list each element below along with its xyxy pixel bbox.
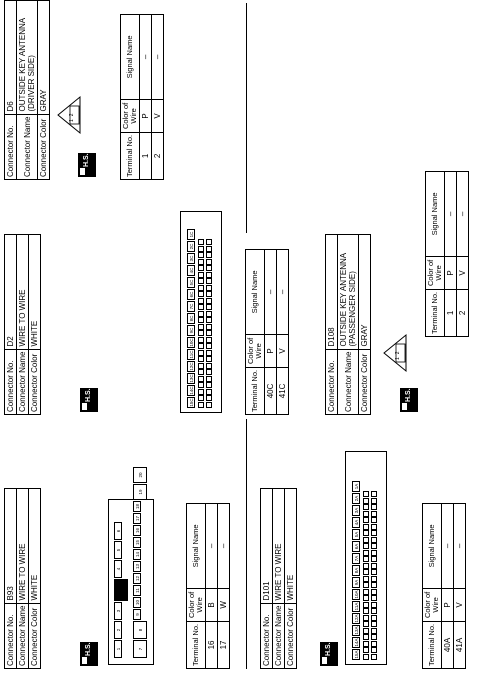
connector-pin-cell bbox=[363, 537, 369, 543]
table-row: 40C P – bbox=[265, 249, 277, 414]
connector-d6-terminal-table: Terminal No. Color of Wire Signal Name 1 P – 2 V – bbox=[120, 14, 164, 180]
connector-pin-cell bbox=[371, 576, 377, 582]
connector-pin-cell bbox=[371, 635, 377, 641]
connector-pin-cell bbox=[206, 376, 212, 382]
connector-pin-cell bbox=[371, 615, 377, 621]
connector-pin-cell bbox=[363, 635, 369, 641]
connector-pin-cell bbox=[198, 363, 204, 369]
connector-pin-cell bbox=[363, 505, 369, 511]
connector-b93-lock bbox=[114, 579, 128, 601]
divider bbox=[246, 3, 247, 233]
connector-pin-cell bbox=[363, 641, 369, 647]
connector-b93-color: WHITE bbox=[29, 488, 41, 603]
connector-pin-cell bbox=[198, 389, 204, 395]
table-row: 1 P – bbox=[445, 171, 457, 336]
connector-pin-cell bbox=[371, 641, 377, 647]
connector-pin-cell bbox=[363, 531, 369, 537]
connector-pin-cell bbox=[371, 498, 377, 504]
connector-pin-cell bbox=[206, 246, 212, 252]
connector-pin-cell bbox=[363, 492, 369, 498]
connector-pin-cell bbox=[198, 311, 204, 317]
table-row: 2 V – bbox=[457, 171, 469, 336]
connector-pin-cell bbox=[363, 628, 369, 634]
connector-b93-no: B93 bbox=[5, 488, 17, 603]
connector-pin-cell bbox=[198, 331, 204, 337]
connector-pin-cell bbox=[198, 324, 204, 330]
connector-d108-terminal-table: Terminal No. Color of Wire Signal Name 1 P – 2 V – bbox=[425, 171, 469, 337]
connector-pin-cell bbox=[198, 344, 204, 350]
hs-icon: H.S. bbox=[320, 642, 338, 666]
connector-pin-cell bbox=[206, 389, 212, 395]
connector-pin-cell bbox=[198, 337, 204, 343]
connector-pin-cell bbox=[206, 363, 212, 369]
connector-d2-info: Connector No. D2 Connector Name WIRE TO WIRE Connector Color WHITE bbox=[4, 234, 41, 415]
connector-d101-pin-row: 15A 14A 13A 12A 11A 10A 9A 8A 7A 6A 5A 4A 3A 2A 1A bbox=[352, 480, 360, 660]
connector-pin-cell bbox=[371, 602, 377, 608]
connector-pin-cell bbox=[206, 292, 212, 298]
connector-pin-cell bbox=[198, 350, 204, 356]
table-row: 41C V – bbox=[277, 249, 289, 414]
connector-d108-color: GRAY bbox=[359, 234, 371, 349]
connector-pin-cell bbox=[206, 383, 212, 389]
connector-d2-no: D2 bbox=[5, 234, 17, 349]
connector-pin-cell bbox=[363, 654, 369, 660]
connector-pin-cell bbox=[371, 537, 377, 543]
connector-b93-bottom-pins: 7 8 9 10 11 12 13 14 15 16 17 18 19 20 bbox=[133, 466, 147, 658]
connector-pin-cell bbox=[371, 609, 377, 615]
connector-pin-cell bbox=[206, 240, 212, 246]
connector-d101-color: WHITE bbox=[285, 488, 297, 603]
connector-d101-no: D101 bbox=[261, 488, 273, 603]
connector-pin-cell bbox=[206, 259, 212, 265]
connector-pin-cell bbox=[198, 279, 204, 285]
connector-pin-cell bbox=[206, 279, 212, 285]
connector-pin-cell bbox=[371, 570, 377, 576]
connector-pin-cell bbox=[206, 344, 212, 350]
connector-pin-cell bbox=[198, 305, 204, 311]
hs-icon: H.S. bbox=[400, 388, 418, 412]
connector-pin-cell bbox=[206, 324, 212, 330]
connector-pin-cell bbox=[198, 370, 204, 376]
table-row: 16 B – bbox=[206, 503, 218, 668]
table-row: 41A V – bbox=[454, 503, 466, 668]
connector-pin-cell bbox=[371, 531, 377, 537]
divider bbox=[246, 419, 247, 669]
connector-d2-terminal-table: Terminal No. Color of Wire Signal Name 40C P – 41C V – bbox=[245, 249, 289, 415]
connector-pin-cell bbox=[371, 583, 377, 589]
connector-pin-cell bbox=[371, 654, 377, 660]
connector-pin-cell bbox=[206, 305, 212, 311]
connector-pin-cell bbox=[371, 492, 377, 498]
connector-pin-cell bbox=[198, 259, 204, 265]
connector-d6-plug-pins: 1 2 bbox=[69, 113, 75, 122]
connector-pin-cell bbox=[206, 285, 212, 291]
connector-pin-cell bbox=[198, 246, 204, 252]
connector-pin-cell bbox=[371, 563, 377, 569]
connector-pin-cell bbox=[198, 402, 204, 408]
connector-pin-cell bbox=[363, 570, 369, 576]
connector-pin-cell bbox=[206, 402, 212, 408]
table-row: 2 V – bbox=[152, 14, 164, 179]
connector-pin-cell bbox=[363, 544, 369, 550]
connector-pin-cell bbox=[363, 615, 369, 621]
connector-pin-cell bbox=[371, 511, 377, 517]
connector-b93-face bbox=[108, 472, 154, 665]
connector-pin-cell bbox=[206, 350, 212, 356]
connector-pin-cell bbox=[198, 357, 204, 363]
connector-d6-name: OUTSIDE KEY ANTENNA (DRIVER SIDE) bbox=[17, 1, 38, 115]
connector-pin-cell bbox=[363, 557, 369, 563]
connector-pin-cell bbox=[363, 602, 369, 608]
connector-pin-cell bbox=[371, 518, 377, 524]
table-row: 40A P – bbox=[442, 503, 454, 668]
connector-d2-small-pins bbox=[206, 239, 212, 408]
connector-d101-terminal-table: Terminal No. Color of Wire Signal Name 40A P – 41A V – bbox=[422, 503, 466, 669]
connector-pin-cell bbox=[371, 544, 377, 550]
connector-pin-cell bbox=[198, 318, 204, 324]
connector-pin-cell bbox=[198, 253, 204, 259]
connector-pin-cell bbox=[198, 266, 204, 272]
connector-pin-cell bbox=[371, 550, 377, 556]
connector-pin-cell bbox=[198, 292, 204, 298]
connector-pin-cell bbox=[198, 285, 204, 291]
connector-d6-no: D6 bbox=[5, 1, 17, 115]
connector-pin-cell bbox=[206, 337, 212, 343]
connector-pin-cell bbox=[363, 589, 369, 595]
table-row: 1 P – bbox=[140, 14, 152, 179]
connector-d101-info: Connector No. D101 Connector Name WIRE TO WIRE Connector Color WHITE bbox=[260, 488, 297, 669]
connector-pin-cell bbox=[363, 550, 369, 556]
connector-pin-cell bbox=[371, 589, 377, 595]
connector-pin-cell bbox=[363, 511, 369, 517]
hs-icon: H.S. bbox=[80, 388, 98, 412]
connector-pin-cell bbox=[198, 376, 204, 382]
connector-pin-cell bbox=[206, 311, 212, 317]
connector-d2-small-pins bbox=[198, 239, 204, 408]
connector-d108-plug-pins: 1 2 bbox=[395, 351, 401, 360]
connector-pin-cell bbox=[363, 622, 369, 628]
connector-pin-cell bbox=[206, 357, 212, 363]
connector-pin-cell bbox=[371, 628, 377, 634]
connector-pin-cell bbox=[206, 318, 212, 324]
table-row: 17 W – bbox=[218, 503, 230, 668]
hs-icon: H.S. bbox=[80, 642, 98, 666]
connector-d108-info-table: Connector No. D108 Connector Name OUTSIDE KEY ANTENNA (PASSENGER SIDE) Connector Color GRAY bbox=[325, 234, 371, 415]
connector-pin-cell bbox=[371, 524, 377, 530]
connector-d2-pin-row: 15C 14C 13C 12C 11C 10C 9C 8C 7C 6C 5C 4C 3C 2C 1C bbox=[187, 228, 195, 408]
connector-b93-terminal-table: Terminal No. Color of Wire Signal Name 16 B – 17 W – bbox=[186, 503, 230, 669]
connector-pin-cell bbox=[206, 298, 212, 304]
connector-pin-cell bbox=[371, 557, 377, 563]
connector-d2-color: WHITE bbox=[29, 234, 41, 349]
connector-pin-cell bbox=[198, 396, 204, 402]
connector-b93-info: Connector No. B93 Connector Name WIRE TO WIRE Connector Color WHITE bbox=[4, 488, 41, 669]
connector-pin-cell bbox=[363, 609, 369, 615]
hs-icon: H.S. bbox=[78, 153, 96, 177]
connector-d101-small-pins bbox=[363, 491, 369, 660]
connector-pin-cell bbox=[363, 563, 369, 569]
connector-pin-cell bbox=[371, 648, 377, 654]
connector-pin-cell bbox=[371, 596, 377, 602]
connector-pin-cell bbox=[206, 253, 212, 259]
connector-pin-cell bbox=[363, 498, 369, 504]
connector-pin-cell bbox=[198, 272, 204, 278]
connector-d2-name: WIRE TO WIRE bbox=[17, 234, 29, 349]
connector-pin-cell bbox=[206, 331, 212, 337]
connector-pin-cell bbox=[206, 266, 212, 272]
connector-d108-name: OUTSIDE KEY ANTENNA (PASSENGER SIDE) bbox=[338, 234, 359, 349]
connector-d6-color: GRAY bbox=[38, 1, 50, 115]
connector-pin-cell bbox=[363, 518, 369, 524]
connector-d2-face bbox=[180, 211, 222, 413]
connector-d101-small-pins bbox=[371, 491, 377, 660]
connector-d108-no: D108 bbox=[326, 234, 338, 349]
connector-pin-cell bbox=[363, 583, 369, 589]
connector-pin-cell bbox=[371, 622, 377, 628]
connector-pin-cell bbox=[198, 383, 204, 389]
connector-pin-cell bbox=[206, 370, 212, 376]
connector-d101-name: WIRE TO WIRE bbox=[273, 488, 285, 603]
connector-d6-info: Connector No. D6 Connector Name OUTSIDE KEY ANTENNA (DRIVER SIDE) Connector Color GRAY bbox=[4, 0, 50, 180]
connector-d101-face bbox=[345, 451, 387, 665]
connector-b93-top-pins: 1 2 3 4 5 6 bbox=[114, 521, 128, 658]
connector-pin-cell bbox=[206, 272, 212, 278]
connector-pin-cell bbox=[363, 524, 369, 530]
connector-pin-cell bbox=[363, 576, 369, 582]
connector-b93-name: WIRE TO WIRE bbox=[17, 488, 29, 603]
connector-pin-cell bbox=[198, 298, 204, 304]
connector-pin-cell bbox=[206, 396, 212, 402]
connector-pin-cell bbox=[363, 648, 369, 654]
connector-pin-cell bbox=[363, 596, 369, 602]
connector-pin-cell bbox=[371, 505, 377, 511]
connector-pin-cell bbox=[198, 240, 204, 246]
